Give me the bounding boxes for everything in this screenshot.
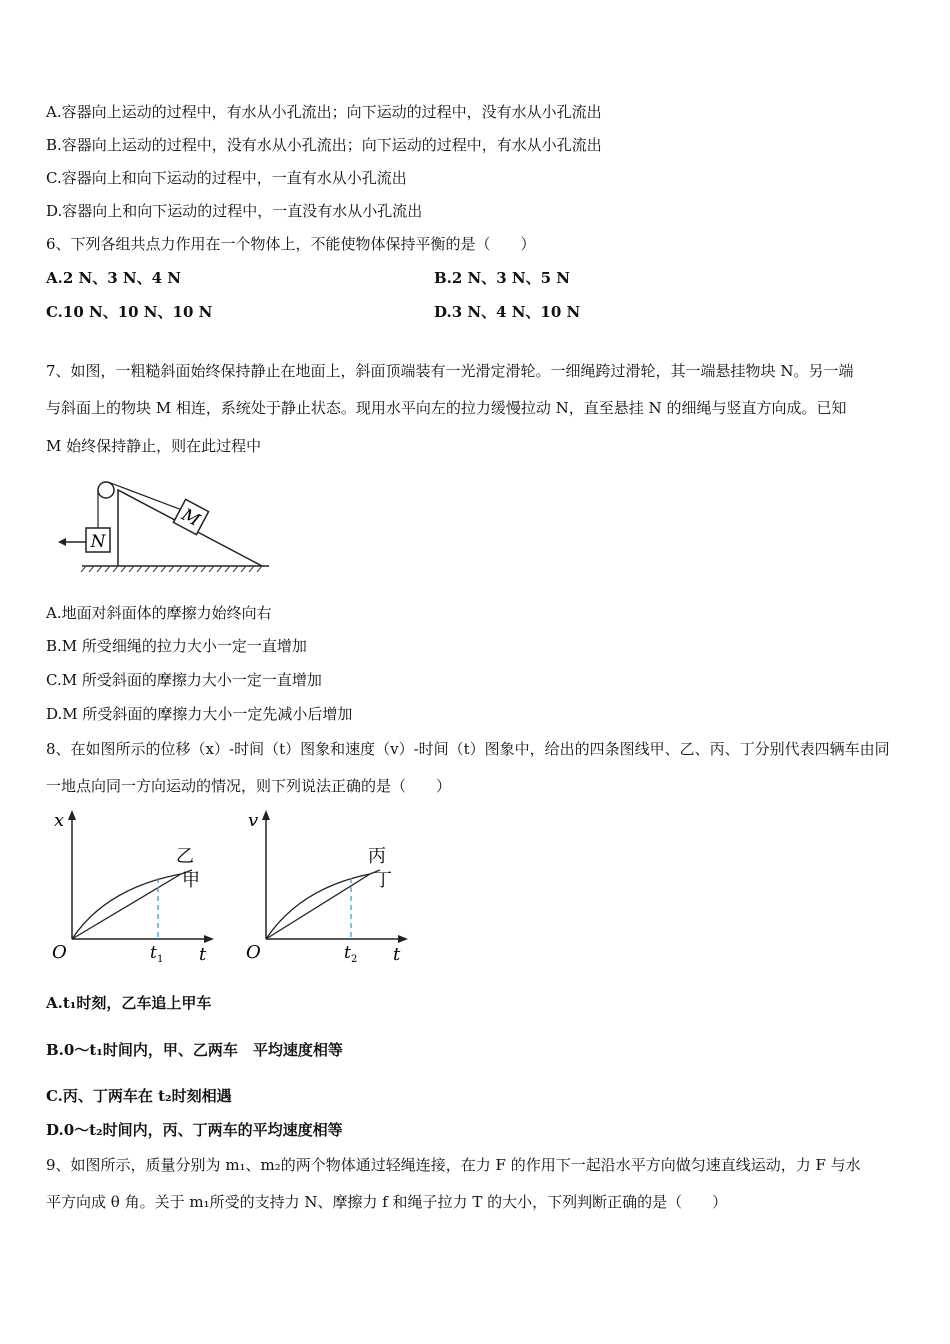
vt-y-label: v xyxy=(248,810,259,831)
block-m-label: M xyxy=(178,504,203,531)
xt-graph xyxy=(46,806,226,966)
vt-origin: O xyxy=(246,942,261,963)
q8-option-d: D.0～t₂时间内，丙、丁两车的平均速度相等 xyxy=(46,1121,343,1139)
xt-origin: O xyxy=(52,942,67,963)
q6-option-b: B.2 N、3 N、5 N xyxy=(434,269,571,287)
vt-tick-label: t xyxy=(344,943,351,963)
xt-tick-label: t xyxy=(150,943,157,963)
q7-option-d: D.M 所受斜面的摩擦力大小一定先减小后增加 xyxy=(46,705,353,723)
xt-tick-subscript: 1 xyxy=(157,954,164,965)
xt-curve-upper-label: 乙 xyxy=(176,846,194,867)
q7-option-c: C.M 所受斜面的摩擦力大小一定一直增加 xyxy=(46,671,322,689)
q6-stem: 6、下列各组共点力作用在一个物体上，不能使物体保持平衡的是（ ） xyxy=(46,235,536,253)
q9-stem-line2: 平方向成 θ 角。关于 m₁所受的支持力 N、摩擦力 f 和绳子拉力 T 的大小，下列判断正确的是（ ） xyxy=(46,1193,728,1211)
q9-stem-line1: 9、如图所示，质量分别为 m₁、m₂的两个物体通过轻绳连接，在力 F 的作用下一起沿水平方向做匀速直线运动，力 F 与水 xyxy=(46,1156,861,1174)
q7-stem-line1: 7、如图，一粗糙斜面始终保持静止在地面上，斜面顶端装有一光滑定滑轮。一细绳跨过滑轮，其一端悬挂物块 N。另一端 xyxy=(46,362,854,380)
q5-option-d: D.容器向上和向下运动的过程中，一直没有水从小孔流出 xyxy=(46,202,423,220)
q8-option-a: A.t₁时刻，乙车追上甲车 xyxy=(46,994,212,1012)
q5-option-c: C.容器向上和向下运动的过程中，一直有水从小孔流出 xyxy=(46,169,407,187)
q6-option-c: C.10 N、10 N、10 N xyxy=(46,303,213,321)
q8-option-c: C.丙、丁两车在 t₂时刻相遇 xyxy=(46,1087,232,1105)
q8-stem-line2: 一地点向同一方向运动的情况，则下列说法正确的是（ ） xyxy=(46,777,452,795)
q7-option-b: B.M 所受细绳的拉力大小一定一直增加 xyxy=(46,637,307,655)
q7-option-a: A.地面对斜面体的摩擦力始终向右 xyxy=(46,604,272,622)
q7-stem-line3: M 始终保持静止，则在此过程中 xyxy=(46,437,262,455)
q5-option-a: A.容器向上运动的过程中，有水从小孔流出；向下运动的过程中，没有水从小孔流出 xyxy=(46,103,602,121)
q6-option-a: A.2 N、3 N、4 N xyxy=(46,269,181,287)
q8-stem-line1: 8、在如图所示的位移（x）-时间（t）图象和速度（v）-时间（t）图象中，给出的四条图线甲、乙、丙、丁分别代表四辆车由同 xyxy=(46,740,890,758)
vt-graph xyxy=(240,806,420,966)
incline-figure xyxy=(54,474,274,576)
q7-stem-line2: 与斜面上的物块 M 相连，系统处于静止状态。现用水平向左的拉力缓慢拉动 N，直至悬挂 N 的细绳与竖直方向成。已知 xyxy=(46,399,847,417)
q8-option-b: B.0～t₁时间内，甲、乙两车 平均速度相等 xyxy=(46,1041,343,1059)
vt-curve-upper-label: 丙 xyxy=(368,846,386,867)
vt-curve-lower-label: 丁 xyxy=(374,870,392,891)
q5-option-b: B.容器向上运动的过程中，没有水从小孔流出；向下运动的过程中，有水从小孔流出 xyxy=(46,136,602,154)
xt-curve-lower-label: 甲 xyxy=(182,870,200,891)
vt-x-label: t xyxy=(393,944,401,965)
q6-option-d: D.3 N、4 N、10 N xyxy=(434,303,581,321)
xt-x-label: t xyxy=(199,944,207,965)
vt-tick-subscript: 2 xyxy=(351,954,358,965)
xt-y-label: x xyxy=(54,810,65,831)
block-n-label: N xyxy=(90,532,106,552)
